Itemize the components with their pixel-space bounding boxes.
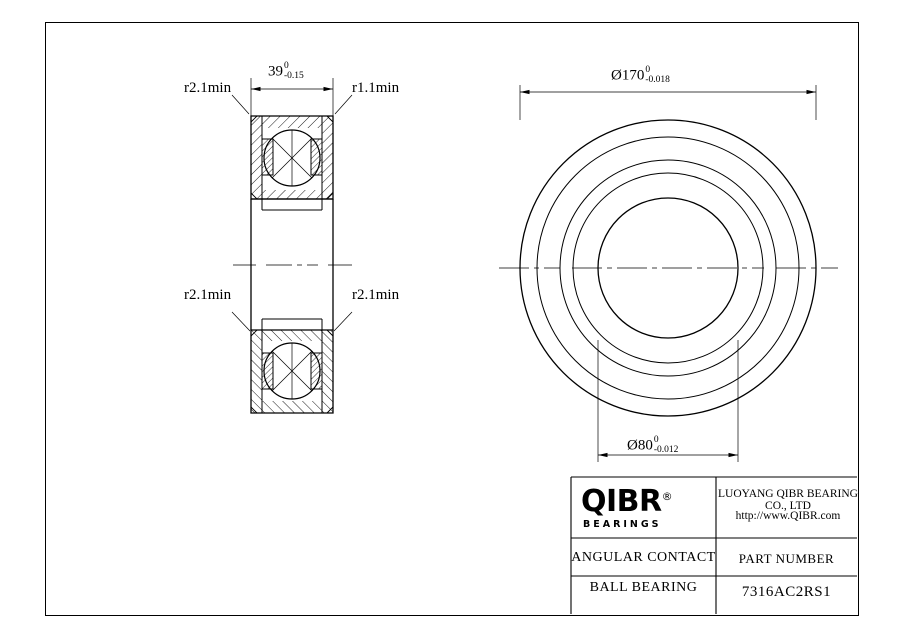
company-name: LUOYANG QIBR BEARING CO., LTD: [718, 488, 858, 512]
chamfer-top-right: r1.1min: [352, 80, 400, 96]
brand-tagline: BEARINGS: [583, 519, 662, 530]
company-website[interactable]: http://www.QIBR.com: [735, 510, 841, 522]
part-number-value: 7316AC2RS1: [741, 584, 832, 600]
company-info: [716, 477, 857, 538]
dim-bore-diameter: Ø80 0 -0.012: [627, 435, 679, 455]
description-line-1: ANGULAR CONTACT: [571, 550, 716, 565]
chamfer-top-left: r2.1min: [184, 80, 232, 96]
part-number-label: PART NUMBER: [738, 551, 835, 566]
dim-width: 39 0 -0.15: [268, 61, 304, 81]
product-description: [571, 538, 716, 614]
title-block: [571, 477, 857, 614]
brand-logo: QIBR® BEARINGS: [581, 484, 673, 530]
registered-icon: ®: [661, 490, 673, 503]
chamfer-bottom-right: r2.1min: [352, 287, 400, 303]
description-line-2: BALL BEARING: [589, 580, 698, 595]
chamfer-bottom-left: r2.1min: [184, 287, 232, 303]
dim-outer-diameter: Ø170 0 -0.018: [611, 65, 670, 85]
part-number-cell: [716, 538, 857, 614]
